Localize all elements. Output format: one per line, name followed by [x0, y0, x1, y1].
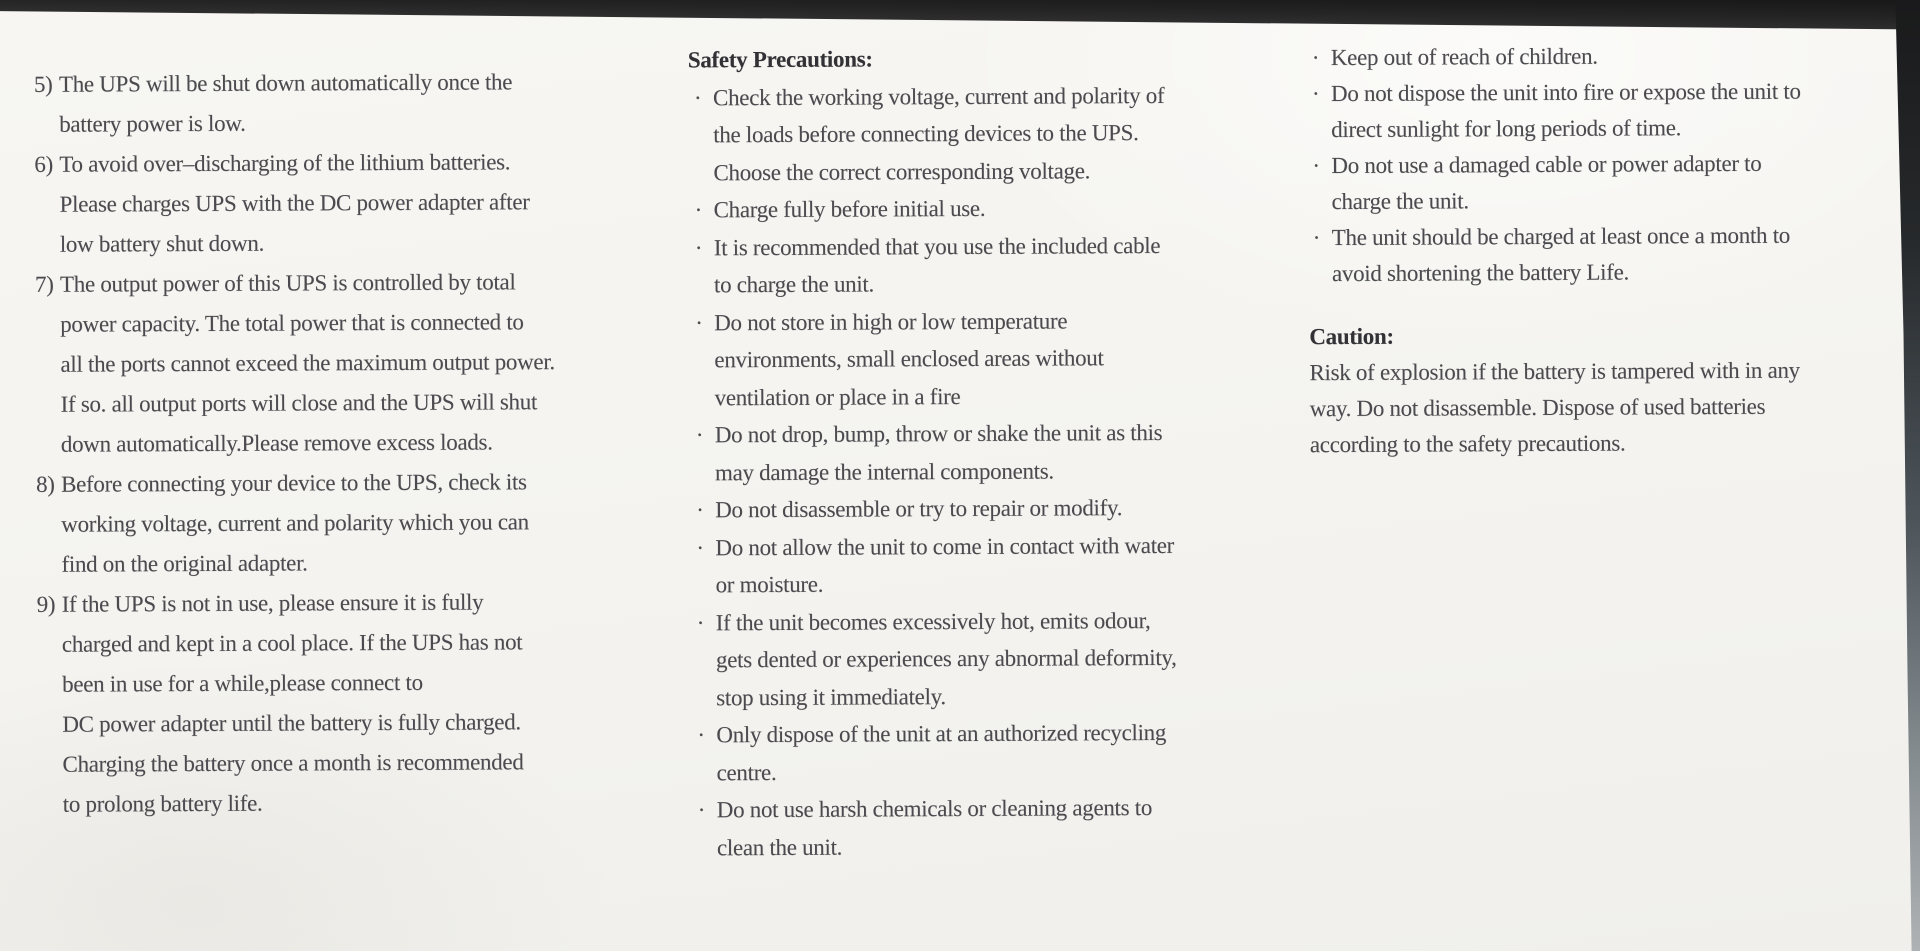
bullet-marker: · [697, 797, 706, 823]
bullet-marker: · [1311, 81, 1320, 107]
bullet-marker: · [697, 722, 705, 748]
item-text: Do not use a damaged cable or power adapter to charge the unit. [1331, 150, 1762, 215]
item-number: 7) [34, 271, 54, 297]
bullet-marker: · [694, 197, 703, 223]
safety-precaution-item [696, 526, 1276, 604]
safety-precaution-item [698, 788, 1278, 866]
item-text: Only dispose of the unit at an authorized recycling centre. [716, 719, 1167, 785]
safety-precaution-item [696, 413, 1276, 491]
instruction-item [35, 262, 650, 465]
safety-precaution-item [696, 488, 1276, 529]
bullet-marker: · [696, 497, 704, 523]
safety-precautions-column [688, 38, 1278, 866]
item-text: Keep out of reach of children. [1330, 43, 1598, 71]
instruction-item [34, 62, 648, 145]
safety-precaution-item [694, 76, 1275, 192]
bullet-marker: · [693, 84, 702, 110]
bullet-marker: · [1312, 153, 1320, 179]
item-number: 5) [33, 71, 53, 97]
safety-precaution-item [697, 713, 1277, 791]
safety-precaution-item [695, 301, 1276, 417]
item-number: 6) [34, 151, 53, 177]
additional-precaution-item [1312, 145, 1900, 220]
safety-precautions-list [688, 76, 1278, 867]
caution-body-text: Risk of explosion if the battery is tampered with in any way. Do not disassemble. Dispose of used batteries according to the safety precautions. [1309, 357, 1800, 458]
item-text: If the unit becomes excessively hot, emits odour, gets dented or experiences any abnormal deformity, stop using it immediately. [715, 607, 1177, 710]
additional-precaution-item [1312, 37, 1900, 76]
instruction-item [36, 462, 651, 585]
instruction-item [34, 142, 649, 265]
item-text: Charge fully before initial use. [713, 195, 986, 223]
safety-precautions-heading: Safety Precautions: [687, 46, 873, 73]
caution-heading: Caution: [1309, 323, 1394, 350]
item-number: 9) [36, 591, 56, 617]
additional-precaution-item [1312, 73, 1900, 148]
item-text: The unit should be charged at least once a month to avoid shortening the battery Life. [1331, 222, 1791, 287]
safety-precaution-item [695, 188, 1275, 229]
item-text: Check the working voltage, current and polarity of the loads before connecting devices to the UPS. Choose the correct corresponding voltage. [712, 82, 1165, 185]
bullet-marker: · [694, 234, 703, 260]
item-text: Do not use harsh chemicals or cleaning agents to clean the unit. [716, 794, 1153, 860]
item-text: To avoid over–discharging of the lithium batteries. Please charges UPS with the DC power adapter after low battery shut down. [59, 149, 530, 257]
item-text: Before connecting your device to the UPS, check its working voltage, current and polarity which you can find on the original adapter. [60, 469, 529, 577]
bullet-marker: · [695, 422, 704, 448]
item-number: 8) [35, 471, 55, 497]
safety-precaution-item [695, 226, 1275, 304]
bullet-marker: · [1311, 45, 1320, 71]
item-text: Do not allow the unit to come in contact with water or moisture. [715, 532, 1175, 598]
item-text: It is recommended that you use the included cable to charge the unit. [713, 232, 1161, 298]
item-text: Do not dispose the unit into fire or expose the unit to direct sunlight for long periods of time. [1330, 78, 1801, 143]
bullet-marker: · [1312, 225, 1321, 251]
item-text: If the UPS is not in use, please ensure it is fully charged and kept in a cool place. If the UPS has not been in use for a while,please connect to DC power adapter until the battery is fully charged. Charging the battery once a month is recommended to prolong battery life. [61, 589, 524, 817]
safety-precaution-item [697, 601, 1278, 717]
additional-precautions-column [1308, 37, 1902, 463]
item-text: Do not drop, bump, throw or shake the unit as this may damage the internal components. [714, 419, 1163, 485]
item-text: The UPS will be shut down automatically once the battery power is low. [58, 69, 513, 137]
numbered-instructions-column [34, 62, 652, 825]
instruction-item [37, 582, 652, 825]
item-text: Do not store in high or low temperature environments, small enclosed areas without ventilation or place in a fire [714, 307, 1104, 410]
bullet-marker: · [696, 534, 704, 560]
bullet-marker: · [695, 309, 703, 335]
bullet-marker: · [696, 609, 705, 635]
additional-precaution-item [1313, 217, 1901, 292]
item-text: Do not disassemble or try to repair or modify. [715, 495, 1123, 523]
additional-precautions-list [1308, 37, 1901, 292]
item-text: The output power of this UPS is controlled by total power capacity. The total power that is connected to all the ports cannot exceed the maximum output power. If so. all output ports will close and the UPS will shut down automatically.Please remove excess loads. [59, 269, 555, 457]
